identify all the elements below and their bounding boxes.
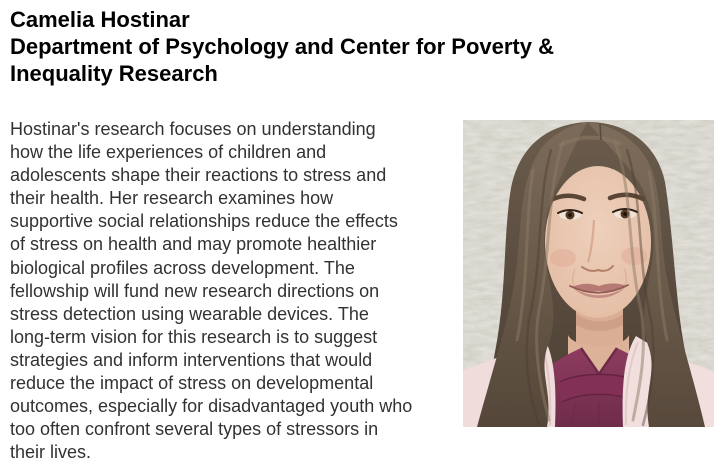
bio-line: outcomes, especially for disadvantaged youth who [10,396,413,417]
bio-line: too often confront several types of stressors in [10,419,379,440]
person-name: Camelia Hostinar [10,7,190,32]
bio-line: adolescents shape their reactions to stress and [10,165,387,186]
bio-paragraph [10,118,412,464]
bio-line: their health. Her research examines how [10,188,334,209]
bio-line: stress detection using wearable devices. The [10,303,369,324]
bio-line: long-term vision for this research is to suggest [10,326,378,347]
bio-line: supportive social relationships reduce the effects [10,211,398,232]
bio-line: reduce the impact of stress on developmental [10,373,374,394]
bio-line: how the life experiences of children and [10,142,327,163]
bio-line: their lives. [10,442,92,463]
affiliation-line-2: Inequality Research [10,61,218,86]
bio-line: strategies and inform interventions that would [10,349,373,370]
affiliation-line-1: Department of Psychology and Center for Poverty & [10,34,554,59]
bio-line: biological profiles across development. The [10,257,355,278]
profile-header [10,6,554,87]
bio-line: of stress on health and may promote healthier [10,234,377,255]
bio-line: Hostinar's research focuses on understanding [10,119,376,139]
bio-line: fellowship will fund new research directions on [10,280,380,301]
portrait-photo [463,120,714,427]
